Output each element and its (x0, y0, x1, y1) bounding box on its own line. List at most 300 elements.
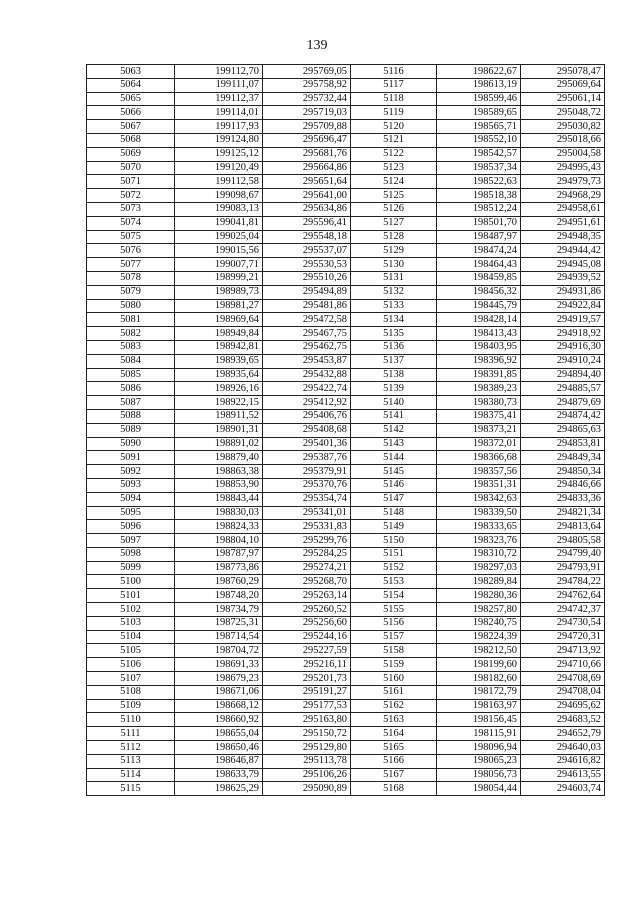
coordinate-cell: 294640,03 (521, 741, 605, 755)
coordinate-cell: 294910,24 (521, 354, 605, 368)
coordinate-cell: 199112,58 (175, 175, 263, 189)
coordinate-cell: 198366,68 (437, 451, 521, 465)
coordinate-cell: 294939,52 (521, 271, 605, 285)
table-row (87, 520, 605, 534)
coordinate-cell: 198199,60 (437, 658, 521, 672)
point-number-cell: 5157 (351, 630, 437, 644)
coordinate-cell: 198474,24 (437, 244, 521, 258)
table-row (87, 409, 605, 423)
coordinate-cell: 294919,57 (521, 313, 605, 327)
point-number-cell: 5129 (351, 244, 437, 258)
coordinate-cell: 198625,29 (175, 782, 263, 796)
coordinate-cell: 295061,14 (521, 92, 605, 106)
coordinate-cell: 294846,66 (521, 478, 605, 492)
coordinate-cell: 294683,52 (521, 713, 605, 727)
coordinate-cell: 198830,03 (175, 506, 263, 520)
point-number-cell: 5113 (87, 754, 175, 768)
coordinate-cell: 295719,03 (263, 106, 351, 120)
point-number-cell: 5094 (87, 492, 175, 506)
point-number-cell: 5137 (351, 354, 437, 368)
coordinate-cell: 198804,10 (175, 534, 263, 548)
coordinate-cell: 199112,37 (175, 92, 263, 106)
coordinate-cell: 294918,92 (521, 327, 605, 341)
point-number-cell: 5111 (87, 727, 175, 741)
coordinate-cell: 198935,64 (175, 368, 263, 382)
table-row (87, 92, 605, 106)
coordinate-cell: 294850,34 (521, 465, 605, 479)
coordinate-cell: 294865,63 (521, 423, 605, 437)
coordinate-cell: 294613,55 (521, 768, 605, 782)
coordinate-cell: 295284,25 (263, 547, 351, 561)
table-row (87, 561, 605, 575)
point-number-cell: 5165 (351, 741, 437, 755)
coordinate-cell: 198879,40 (175, 451, 263, 465)
coordinate-cell: 198668,12 (175, 699, 263, 713)
point-number-cell: 5076 (87, 244, 175, 258)
coordinate-cell: 294979,73 (521, 175, 605, 189)
coordinate-cell: 199124,80 (175, 133, 263, 147)
point-number-cell: 5081 (87, 313, 175, 327)
coordinate-cell: 295048,72 (521, 106, 605, 120)
table-row (87, 120, 605, 134)
table-row (87, 133, 605, 147)
coordinate-cell: 295758,92 (263, 78, 351, 92)
table-row (87, 175, 605, 189)
coordinate-cell: 295453,87 (263, 354, 351, 368)
point-number-cell: 5142 (351, 423, 437, 437)
point-number-cell: 5146 (351, 478, 437, 492)
point-number-cell: 5108 (87, 685, 175, 699)
point-number-cell: 5065 (87, 92, 175, 106)
coordinate-cell: 198163,97 (437, 699, 521, 713)
coordinate-cell: 198926,16 (175, 382, 263, 396)
table-row (87, 727, 605, 741)
coordinate-cell: 294885,57 (521, 382, 605, 396)
point-number-cell: 5131 (351, 271, 437, 285)
coordinate-cell: 294784,22 (521, 575, 605, 589)
coordinate-cell: 198787,97 (175, 547, 263, 561)
coordinate-cell: 295412,92 (263, 396, 351, 410)
coordinate-cell: 198240,75 (437, 616, 521, 630)
coordinate-cell: 295408,68 (263, 423, 351, 437)
table-row (87, 230, 605, 244)
point-number-cell: 5097 (87, 534, 175, 548)
table-row (87, 478, 605, 492)
coordinate-cell: 199083,13 (175, 202, 263, 216)
coordinate-cell: 295634,86 (263, 202, 351, 216)
coordinate-cell: 295548,18 (263, 230, 351, 244)
table-row (87, 65, 605, 79)
coordinate-cell: 198456,32 (437, 285, 521, 299)
coordinate-cell: 198655,04 (175, 727, 263, 741)
coordinate-cell: 198054,44 (437, 782, 521, 796)
point-number-cell: 5090 (87, 437, 175, 451)
point-number-cell: 5125 (351, 189, 437, 203)
coordinate-cell: 295769,05 (263, 65, 351, 79)
coordinate-cell: 198589,65 (437, 106, 521, 120)
coordinate-cell: 198773,86 (175, 561, 263, 575)
coordinate-cell: 198333,65 (437, 520, 521, 534)
coordinate-cell: 295216,11 (263, 658, 351, 672)
point-number-cell: 5128 (351, 230, 437, 244)
coordinate-cell: 295244,16 (263, 630, 351, 644)
coordinate-cell: 295401,36 (263, 437, 351, 451)
coordinate-cell: 198891,02 (175, 437, 263, 451)
coordinate-cell: 295129,80 (263, 741, 351, 755)
coordinate-cell: 295732,44 (263, 92, 351, 106)
coordinate-cell: 294931,86 (521, 285, 605, 299)
coordinate-cell: 198969,64 (175, 313, 263, 327)
coordinate-cell: 198428,14 (437, 313, 521, 327)
coordinate-cell: 198552,10 (437, 133, 521, 147)
coordinate-cell: 198922,15 (175, 396, 263, 410)
table-row (87, 396, 605, 410)
coordinate-cell: 295422,74 (263, 382, 351, 396)
point-number-cell: 5149 (351, 520, 437, 534)
point-number-cell: 5072 (87, 189, 175, 203)
point-number-cell: 5121 (351, 133, 437, 147)
coordinate-cell: 198613,19 (437, 78, 521, 92)
coordinate-cell: 294652,79 (521, 727, 605, 741)
table-row (87, 354, 605, 368)
coordinate-cell: 295090,89 (263, 782, 351, 796)
point-number-cell: 5123 (351, 161, 437, 175)
coordinate-cell: 198843,44 (175, 492, 263, 506)
point-number-cell: 5103 (87, 616, 175, 630)
coordinate-cell: 198522,63 (437, 175, 521, 189)
point-number-cell: 5122 (351, 147, 437, 161)
point-number-cell: 5163 (351, 713, 437, 727)
coordinate-cell: 294995,43 (521, 161, 605, 175)
coordinate-cell: 294708,69 (521, 672, 605, 686)
coordinate-cell: 198537,34 (437, 161, 521, 175)
table-row (87, 672, 605, 686)
point-number-cell: 5095 (87, 506, 175, 520)
coordinate-cell: 295004,58 (521, 147, 605, 161)
table-row (87, 465, 605, 479)
coordinate-cell: 294948,35 (521, 230, 605, 244)
point-number-cell: 5105 (87, 644, 175, 658)
coordinate-cell: 198512,24 (437, 202, 521, 216)
coordinate-cell: 198396,92 (437, 354, 521, 368)
coordinate-cell: 294833,36 (521, 492, 605, 506)
coordinate-cell: 295331,83 (263, 520, 351, 534)
point-number-cell: 5112 (87, 741, 175, 755)
point-number-cell: 5119 (351, 106, 437, 120)
coordinate-cell: 295113,78 (263, 754, 351, 768)
coordinate-cell: 294894,40 (521, 368, 605, 382)
coordinate-cell: 295260,52 (263, 603, 351, 617)
point-number-cell: 5077 (87, 258, 175, 272)
coordinate-cell: 198691,33 (175, 658, 263, 672)
point-number-cell: 5132 (351, 285, 437, 299)
coordinate-cell: 198748,20 (175, 589, 263, 603)
coordinate-cell: 198339,50 (437, 506, 521, 520)
point-number-cell: 5087 (87, 396, 175, 410)
table-row (87, 589, 605, 603)
coordinate-cell: 294603,74 (521, 782, 605, 796)
coordinate-cell: 295078,47 (521, 65, 605, 79)
point-number-cell: 5066 (87, 106, 175, 120)
point-number-cell: 5141 (351, 409, 437, 423)
table-row (87, 603, 605, 617)
table-row (87, 630, 605, 644)
coordinate-cell: 294720,31 (521, 630, 605, 644)
point-number-cell: 5092 (87, 465, 175, 479)
table-row (87, 685, 605, 699)
coordinate-cell: 198760,29 (175, 575, 263, 589)
coordinate-cell: 294951,61 (521, 216, 605, 230)
point-number-cell: 5069 (87, 147, 175, 161)
coordinate-cell: 198182,60 (437, 672, 521, 686)
point-number-cell: 5073 (87, 202, 175, 216)
point-number-cell: 5083 (87, 340, 175, 354)
table-row (87, 382, 605, 396)
point-number-cell: 5104 (87, 630, 175, 644)
table-row (87, 741, 605, 755)
coordinate-cell: 295106,26 (263, 768, 351, 782)
coordinate-cell: 295481,86 (263, 299, 351, 313)
coordinate-cell: 294813,64 (521, 520, 605, 534)
table-row (87, 327, 605, 341)
table-row (87, 147, 605, 161)
coordinate-cell: 198679,23 (175, 672, 263, 686)
coordinate-cell: 198565,71 (437, 120, 521, 134)
point-number-cell: 5102 (87, 603, 175, 617)
coordinate-cell: 198380,73 (437, 396, 521, 410)
table-row (87, 423, 605, 437)
point-number-cell: 5086 (87, 382, 175, 396)
coordinate-cell: 295530,53 (263, 258, 351, 272)
coordinate-cell: 294968,29 (521, 189, 605, 203)
coordinate-cell: 295406,76 (263, 409, 351, 423)
table-row (87, 161, 605, 175)
coordinate-cell: 198542,57 (437, 147, 521, 161)
coordinate-cell: 198172,79 (437, 685, 521, 699)
coordinate-cell: 294710,66 (521, 658, 605, 672)
coordinate-cell: 295664,86 (263, 161, 351, 175)
coordinate-cell: 198646,87 (175, 754, 263, 768)
point-number-cell: 5093 (87, 478, 175, 492)
coordinate-cell: 199098,67 (175, 189, 263, 203)
coordinate-cell: 198310,72 (437, 547, 521, 561)
coordinate-cell: 198989,73 (175, 285, 263, 299)
point-number-cell: 5091 (87, 451, 175, 465)
coordinate-cell: 198115,91 (437, 727, 521, 741)
table-row (87, 644, 605, 658)
point-number-cell: 5155 (351, 603, 437, 617)
table-row (87, 754, 605, 768)
table-row (87, 189, 605, 203)
table-row (87, 713, 605, 727)
table-row (87, 437, 605, 451)
point-number-cell: 5148 (351, 506, 437, 520)
coordinate-cell: 294879,69 (521, 396, 605, 410)
coordinate-cell: 294695,62 (521, 699, 605, 713)
point-number-cell: 5167 (351, 768, 437, 782)
coordinate-cell: 199112,70 (175, 65, 263, 79)
coordinate-cell: 294922,84 (521, 299, 605, 313)
coordinate-cell: 294730,54 (521, 616, 605, 630)
point-number-cell: 5079 (87, 285, 175, 299)
coordinate-cell: 198065,23 (437, 754, 521, 768)
table-row (87, 699, 605, 713)
coordinate-cell: 198373,21 (437, 423, 521, 437)
coordinate-cell: 295177,53 (263, 699, 351, 713)
coordinate-cell: 198413,43 (437, 327, 521, 341)
point-number-cell: 5160 (351, 672, 437, 686)
coordinate-cell: 198939,65 (175, 354, 263, 368)
coordinate-cell: 295651,64 (263, 175, 351, 189)
point-number-cell: 5164 (351, 727, 437, 741)
point-number-cell: 5109 (87, 699, 175, 713)
point-number-cell: 5158 (351, 644, 437, 658)
coordinate-cell: 295030,82 (521, 120, 605, 134)
coordinate-cell: 199007,71 (175, 258, 263, 272)
coordinate-cell: 295596,41 (263, 216, 351, 230)
point-number-cell: 5080 (87, 299, 175, 313)
coordinate-cell: 198901,31 (175, 423, 263, 437)
coordinate-cell: 199117,93 (175, 120, 263, 134)
point-number-cell: 5168 (351, 782, 437, 796)
coordinate-cell: 295201,73 (263, 672, 351, 686)
coordinate-cell: 295018,66 (521, 133, 605, 147)
table-row (87, 575, 605, 589)
table-row (87, 768, 605, 782)
coordinate-cell: 295510,26 (263, 271, 351, 285)
coordinate-cell: 198375,41 (437, 409, 521, 423)
coordinate-cell: 198650,46 (175, 741, 263, 755)
coordinate-cell: 295432,88 (263, 368, 351, 382)
coordinate-cell: 198297,03 (437, 561, 521, 575)
point-number-cell: 5134 (351, 313, 437, 327)
point-number-cell: 5085 (87, 368, 175, 382)
coordinate-cell: 295268,70 (263, 575, 351, 589)
coordinate-cell: 295299,76 (263, 534, 351, 548)
table-row (87, 547, 605, 561)
point-number-cell: 5133 (351, 299, 437, 313)
coordinate-cell: 199120,49 (175, 161, 263, 175)
point-number-cell: 5117 (351, 78, 437, 92)
table-row (87, 271, 605, 285)
coordinate-cell: 294616,82 (521, 754, 605, 768)
coordinate-cell: 198391,85 (437, 368, 521, 382)
coordinate-cell: 294742,37 (521, 603, 605, 617)
point-number-cell: 5126 (351, 202, 437, 216)
table-row (87, 782, 605, 796)
coordinate-cell: 294713,92 (521, 644, 605, 658)
coordinate-cell: 295227,59 (263, 644, 351, 658)
point-number-cell: 5070 (87, 161, 175, 175)
coordinate-cell: 198633,79 (175, 768, 263, 782)
point-number-cell: 5145 (351, 465, 437, 479)
coordinate-cell: 295370,76 (263, 478, 351, 492)
coordinate-cell: 199041,81 (175, 216, 263, 230)
coordinate-cell: 198911,52 (175, 409, 263, 423)
coordinate-cell: 198704,72 (175, 644, 263, 658)
coordinates-table (86, 64, 605, 796)
coordinate-cell: 198981,27 (175, 299, 263, 313)
point-number-cell: 5162 (351, 699, 437, 713)
point-number-cell: 5124 (351, 175, 437, 189)
coordinate-cell: 198280,36 (437, 589, 521, 603)
point-number-cell: 5074 (87, 216, 175, 230)
coordinate-cell: 295467,75 (263, 327, 351, 341)
point-number-cell: 5150 (351, 534, 437, 548)
table-row (87, 313, 605, 327)
coordinate-cell: 295709,88 (263, 120, 351, 134)
coordinate-cell: 198342,63 (437, 492, 521, 506)
table-row (87, 78, 605, 92)
coordinate-cell: 198999,21 (175, 271, 263, 285)
table-row (87, 616, 605, 630)
table-row (87, 492, 605, 506)
coordinate-cell: 198323,76 (437, 534, 521, 548)
coordinate-cell: 295462,75 (263, 340, 351, 354)
point-number-cell: 5078 (87, 271, 175, 285)
table-row (87, 244, 605, 258)
coordinate-cell: 198599,46 (437, 92, 521, 106)
point-number-cell: 5084 (87, 354, 175, 368)
coordinate-cell: 294805,58 (521, 534, 605, 548)
coordinate-cell: 294793,91 (521, 561, 605, 575)
point-number-cell: 5068 (87, 133, 175, 147)
point-number-cell: 5107 (87, 672, 175, 686)
table-row (87, 299, 605, 313)
coordinate-cell: 198357,56 (437, 465, 521, 479)
table-row (87, 216, 605, 230)
table-row (87, 258, 605, 272)
coordinate-cell: 295379,91 (263, 465, 351, 479)
table-row (87, 534, 605, 548)
coordinate-cell: 198459,85 (437, 271, 521, 285)
point-number-cell: 5071 (87, 175, 175, 189)
coordinate-cell: 198464,43 (437, 258, 521, 272)
coordinate-cell: 199114,01 (175, 106, 263, 120)
coordinate-cell: 199111,07 (175, 78, 263, 92)
coordinate-cell: 199025,04 (175, 230, 263, 244)
point-number-cell: 5135 (351, 327, 437, 341)
coordinate-cell: 295696,47 (263, 133, 351, 147)
coordinate-cell: 295069,64 (521, 78, 605, 92)
coordinate-cell: 295341,01 (263, 506, 351, 520)
coordinate-cell: 294874,42 (521, 409, 605, 423)
coordinate-cell: 198942,81 (175, 340, 263, 354)
point-number-cell: 5098 (87, 547, 175, 561)
coordinate-cell: 198949,84 (175, 327, 263, 341)
coordinate-cell: 294849,34 (521, 451, 605, 465)
point-number-cell: 5143 (351, 437, 437, 451)
coordinate-cell: 295163,80 (263, 713, 351, 727)
coordinate-cell: 198351,31 (437, 478, 521, 492)
coordinate-cell: 198487,97 (437, 230, 521, 244)
coordinate-cell: 295494,89 (263, 285, 351, 299)
coordinate-cell: 198824,33 (175, 520, 263, 534)
coordinate-cell: 294958,61 (521, 202, 605, 216)
coordinate-cell: 198257,80 (437, 603, 521, 617)
point-number-cell: 5116 (351, 65, 437, 79)
coordinate-cell: 199125,12 (175, 147, 263, 161)
point-number-cell: 5063 (87, 65, 175, 79)
coordinate-cell: 294945,08 (521, 258, 605, 272)
coordinate-cell: 294799,40 (521, 547, 605, 561)
point-number-cell: 5147 (351, 492, 437, 506)
point-number-cell: 5161 (351, 685, 437, 699)
coordinate-cell: 295263,14 (263, 589, 351, 603)
coordinate-cell: 294944,42 (521, 244, 605, 258)
coordinate-cell: 198096,94 (437, 741, 521, 755)
coordinate-cell: 294762,64 (521, 589, 605, 603)
